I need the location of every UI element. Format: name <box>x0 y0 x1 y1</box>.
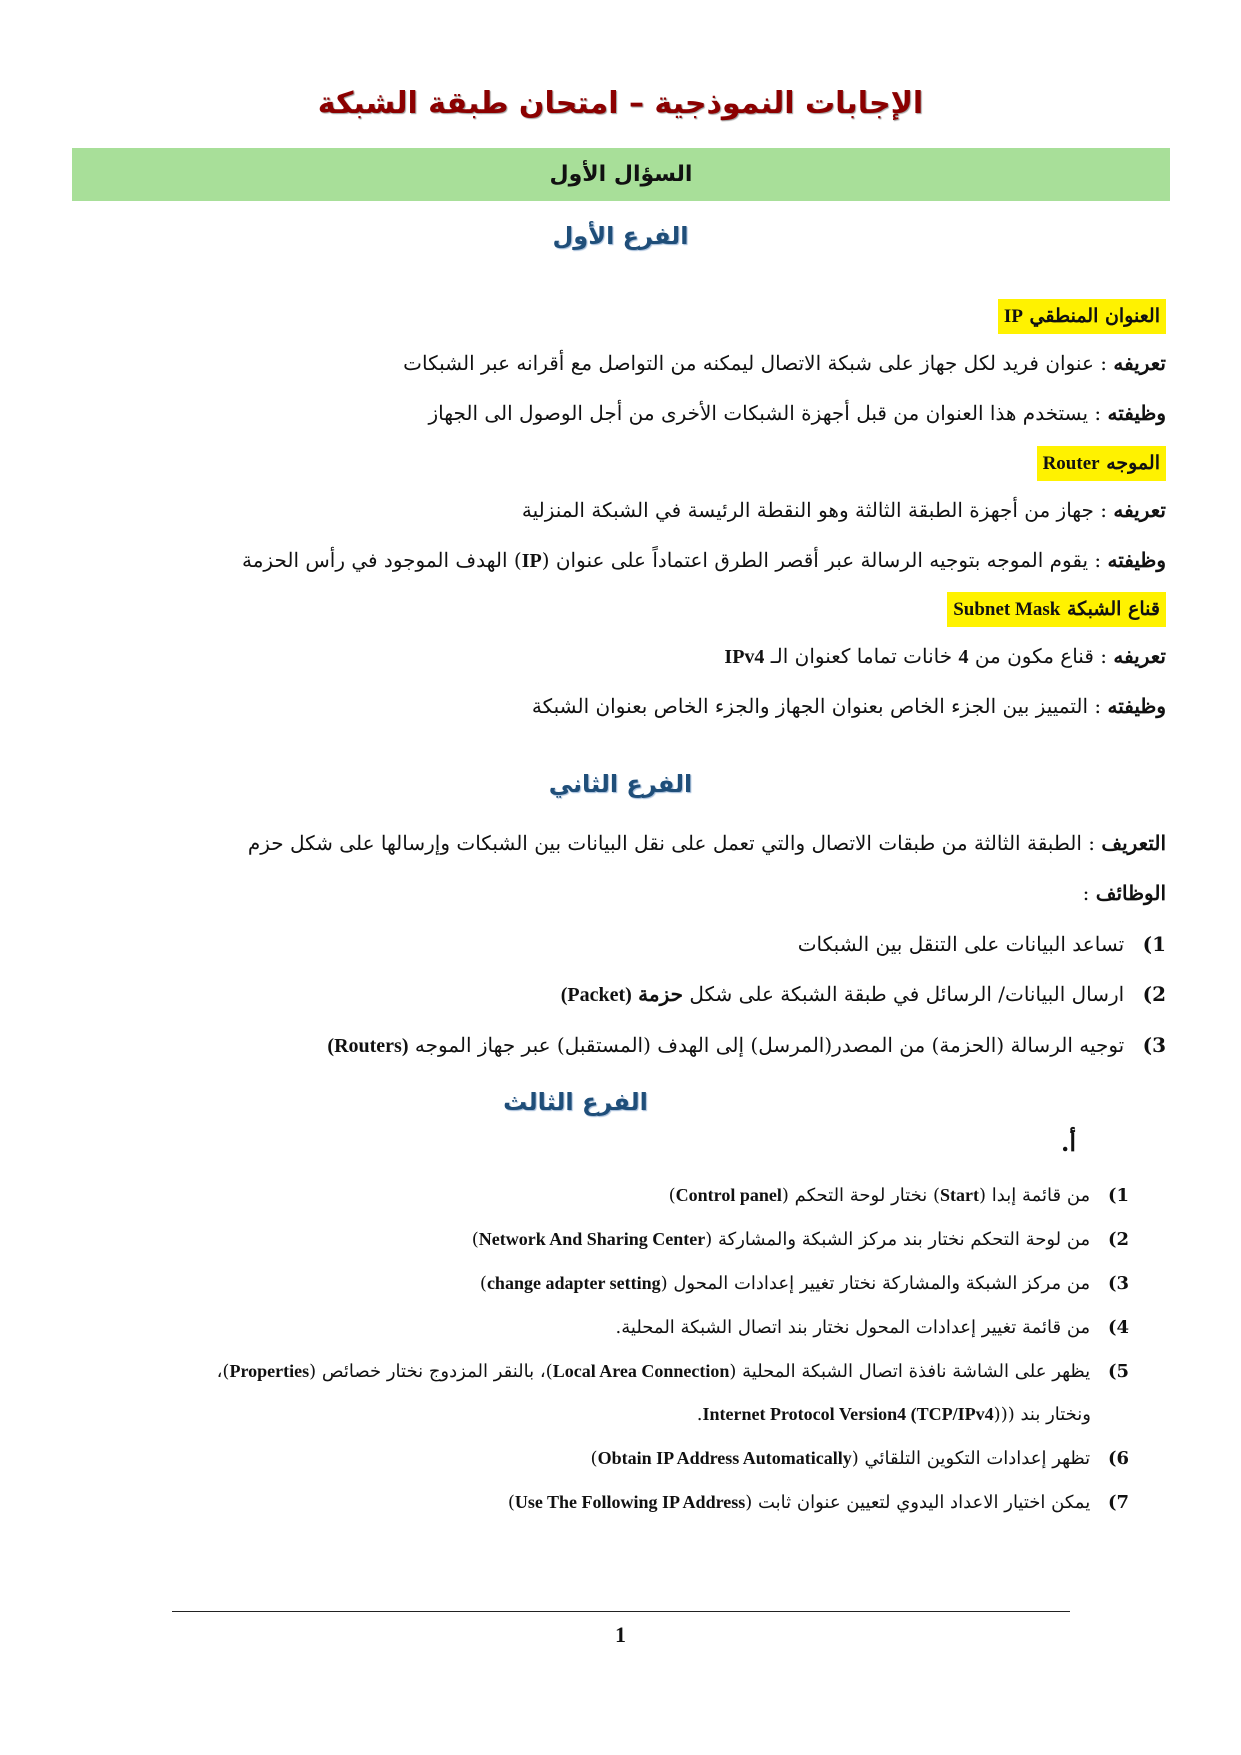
config-step: 5) يظهر على الشاشة نافذة اتصال الشبكة المحلية (Local Area Connection)، بالنقر المزدوج نختار خصائص (Properties)، <box>216 1361 1129 1382</box>
mask-def-num: 4 <box>958 646 969 668</box>
page-title: الإجابات النموذجية – امتحان طبقة الشبكة <box>317 86 924 121</box>
question-header: السؤال الأول <box>72 148 1170 201</box>
branch1-heading: الفرع الأول <box>552 222 689 250</box>
router-def-label: تعريفه <box>1113 498 1166 522</box>
ip-definition: تعريفه : عنوان فريد لكل جهاز على شبكة الاتصال ليمكنه من التواصل مع أقرانه عبر الشبكات <box>403 351 1166 375</box>
b2-def-label: التعريف <box>1101 831 1166 855</box>
mask-def-label: تعريفه <box>1113 644 1166 668</box>
mask-term-highlight <box>947 592 1166 627</box>
ip-term-en: IP <box>1003 306 1023 327</box>
router-term-ar: الموجه <box>1106 452 1160 474</box>
mask-def-ipv4: IPv4 <box>724 646 765 668</box>
ip-function: وظيفته : يستخدم هذا العنوان من قبل أجهزة الشبكات الأخرى من أجل الوصول الى الجهاز <box>428 401 1166 425</box>
router-func-text-a: يقوم الموجه بتوجيه الرسالة عبر أقصر الطرق اعتماداً على عنوان ( <box>541 548 1089 572</box>
branch2-heading: الفرع الثاني <box>548 770 693 798</box>
branch3-heading: الفرع الثالث <box>503 1088 648 1116</box>
router-function: وظيفته : يقوم الموجه بتوجيه الرسالة عبر أقصر الطرق اعتماداً على عنوان (IP) الهدف الموجود في رأس الحزمة <box>241 548 1166 572</box>
page-number: 1 <box>615 1622 626 1647</box>
mask-def-text-b: خانات تماما كعنوان الـ <box>770 644 953 668</box>
router-func-text-b: ) الهدف الموجود في رأس الحزمة <box>241 548 522 572</box>
config-step: 3) من مركز الشبكة والمشاركة نختار تغيير إعدادات المحول (change adapter setting) <box>479 1273 1129 1294</box>
mask-function: وظيفته : التمييز بين الجزء الخاص بعنوان الجهاز والجزء الخاص بعنوان الشبكة <box>531 694 1166 718</box>
config-step: 1) من قائمة إبدا (Start) نختار لوحة التحكم (Control panel) <box>668 1185 1129 1206</box>
ip-term-ar: العنوان المنطقي <box>1029 305 1160 327</box>
sub-point-a: أ. <box>1060 1128 1076 1157</box>
mask-def-text-a: قناع مكون من <box>974 644 1094 668</box>
config-step: 4) من قائمة تغيير إعدادات المحول نختار بند اتصال الشبكة المحلية. <box>615 1317 1129 1338</box>
ip-def-text: عنوان فريد لكل جهاز على شبكة الاتصال ليمكنه من التواصل مع أقرانه عبر الشبكات <box>403 351 1094 375</box>
ip-func-text: يستخدم هذا العنوان من قبل أجهزة الشبكات الأخرى من أجل الوصول الى الجهاز <box>428 401 1089 425</box>
network-layer-definition: التعريف : الطبقة الثالثة من طبقات الاتصال والتي تعمل على نقل البيانات بين الشبكات وإرسالها على شكل حزم <box>247 831 1166 855</box>
router-term-en: Router <box>1042 453 1100 474</box>
config-step: 6) تظهر إعدادات التكوين التلقائي (Obtain IP Address Automatically) <box>590 1448 1129 1469</box>
mask-func-label: وظيفته <box>1107 694 1166 718</box>
ip-term-highlight <box>998 299 1166 334</box>
function-item: 3) توجيه الرسالة (الحزمة) من المصدر(المرسل) إلى الهدف (المستقبل) عبر جهاز الموجه (Routers) <box>327 1033 1166 1057</box>
mask-term-ar: قناع الشبكة <box>1067 598 1160 620</box>
router-term-highlight <box>1037 446 1166 481</box>
config-step-continuation: ونختار بند ((Internet Protocol Version4 (TCP/IPv4). <box>696 1404 1091 1425</box>
config-step: 2) من لوحة التحكم نختار بند مركز الشبكة والمشاركة (Network And Sharing Center) <box>471 1229 1129 1250</box>
mask-func-text: التمييز بين الجزء الخاص بعنوان الجهاز والجزء الخاص بعنوان الشبكة <box>531 694 1089 718</box>
mask-term-en: Subnet Mask <box>953 599 1061 620</box>
function-item: 2) ارسال البيانات/ الرسائل في طبقة الشبكة على شكل حزمة (Packet) <box>560 982 1166 1006</box>
b2-def-text: الطبقة الثالثة من طبقات الاتصال والتي تعمل على نقل البيانات بين الشبكات وإرسالها على شكل حزم <box>247 831 1082 855</box>
router-func-label: وظيفته <box>1107 548 1166 572</box>
router-def-text: جهاز من أجهزة الطبقة الثالثة وهو النقطة الرئيسة في الشبكة المنزلية <box>521 498 1094 522</box>
router-definition: تعريفه : جهاز من أجهزة الطبقة الثالثة وهو النقطة الرئيسة في الشبكة المنزلية <box>521 498 1166 522</box>
footer-divider <box>172 1611 1070 1612</box>
config-step: 7) يمكن اختيار الاعداد اليدوي لتعيين عنوان ثابت (Use The Following IP Address) <box>507 1492 1129 1513</box>
functions-label: الوظائف : <box>1082 881 1166 905</box>
ip-def-label: تعريفه <box>1113 351 1166 375</box>
router-func-ip: IP <box>521 550 542 572</box>
ip-func-label: وظيفته <box>1107 401 1166 425</box>
mask-definition: تعريفه : قناع مكون من 4 خانات تماما كعنوان الـ IPv4 <box>724 644 1166 668</box>
function-item: 1) تساعد البيانات على التنقل بين الشبكات <box>797 932 1166 956</box>
